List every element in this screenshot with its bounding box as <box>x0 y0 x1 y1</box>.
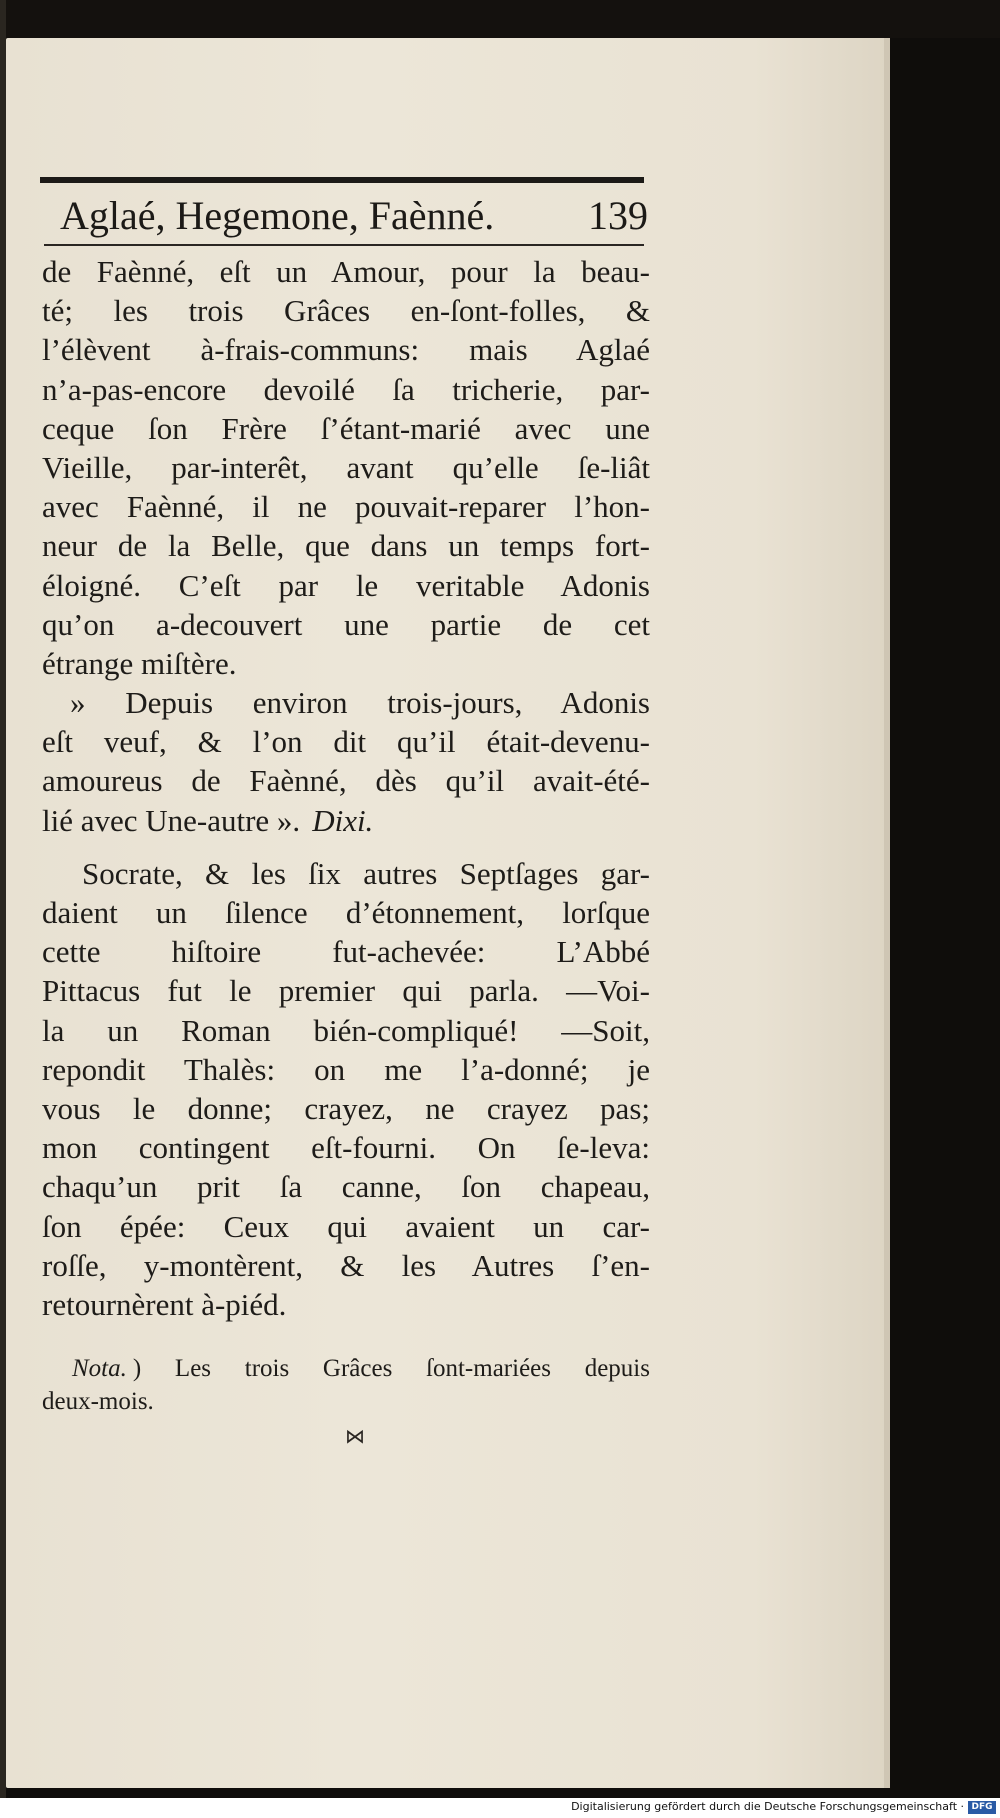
body-text <box>42 252 650 1324</box>
text-line: chaqu’un prit ſa canne, ſon chapeau, <box>42 1169 650 1205</box>
header-rule-top <box>40 177 644 183</box>
text-line: mon contingent eſt-fourni. On ſe-leva: <box>42 1130 650 1166</box>
text-line: avec Faènné, il ne pouvait-reparer l’hon- <box>42 489 650 525</box>
text-line: cette hiſtoire fut-achevée: L’Abbé <box>42 934 650 970</box>
text-line: amoureus de Faènné, dès qu’il avait-été- <box>42 763 650 799</box>
text-line: vous le donne; crayez, ne crayez pas; <box>42 1090 650 1126</box>
text-line: de Faènné, eſt un Amour, pour la beau- <box>42 254 650 289</box>
footnote-label: Nota. <box>72 1355 127 1382</box>
scan-background-top <box>0 0 1000 38</box>
text-line: daient un ſilence d’étonnement, lorſque <box>42 895 650 930</box>
text-line: Pittacus fut le premier qui parla. —Voi- <box>42 973 650 1009</box>
text-line: té; les trois Grâces en-ſont-folles, & <box>42 293 650 329</box>
dixi-word: Dixi. <box>312 802 374 838</box>
text-line: l’élèvent à-frais-communs: mais Aglaé <box>42 332 650 368</box>
text-line: n’a-pas-encore devoilé ſa tricherie, par- <box>42 371 650 407</box>
text-line: Socrate, & les ſix autres Septſages gar- <box>82 855 650 891</box>
footnote <box>42 1352 650 1418</box>
footnote-line <box>42 1352 650 1385</box>
text-line <box>42 801 650 840</box>
text-line: repondit Thalès: on me l’a-donné; je <box>42 1051 650 1087</box>
text-line: eſt veuf, & l’on dit qu’il était-devenu- <box>42 724 650 760</box>
running-header <box>60 186 648 244</box>
text-line: éloigné. C’eſt par le veritable Adonis <box>42 567 650 603</box>
ornament-icon: ⋈ <box>345 1424 365 1448</box>
text-line: neur de la Belle, que dans un temps fort- <box>42 528 650 564</box>
text-line: roſſe, y-montèrent, & les Autres ſ’en- <box>42 1247 650 1283</box>
text-line: » Depuis environ trois-jours, Adonis <box>70 685 650 721</box>
page-number: 139 <box>588 192 648 238</box>
text-line: étrange miſtère. <box>42 645 237 681</box>
running-title: Aglaé, Hegemone, Faènné. <box>60 192 495 238</box>
text-line: ceque ſon Frère ſ’étant-marié avec une <box>42 410 650 446</box>
text-line: la un Roman bién-compliqué! —Soit, <box>42 1012 650 1048</box>
dfg-logo-icon: DFG <box>968 1801 996 1814</box>
header-rule-bottom <box>44 244 644 246</box>
text-line: ſon épée: Ceux qui avaient un car- <box>42 1208 650 1244</box>
paragraph-gap <box>42 840 650 854</box>
text-fragment: lié avec Une-autre ». <box>42 802 301 838</box>
footnote-line: deux-mois. <box>42 1388 154 1415</box>
footnote-text: ) Les trois Grâces ſont-mariées depuis <box>132 1355 650 1382</box>
text-line: Vieille, par-interêt, avant qu’elle ſe-liât <box>42 449 650 485</box>
text-line: qu’on a-decouvert une partie de cet <box>42 606 650 642</box>
digitization-credit: Digitalisierung gefördert durch die Deutsche Forschungsgemeinschaft · <box>571 1800 964 1813</box>
text-line: retournèrent à-piéd. <box>42 1286 287 1322</box>
